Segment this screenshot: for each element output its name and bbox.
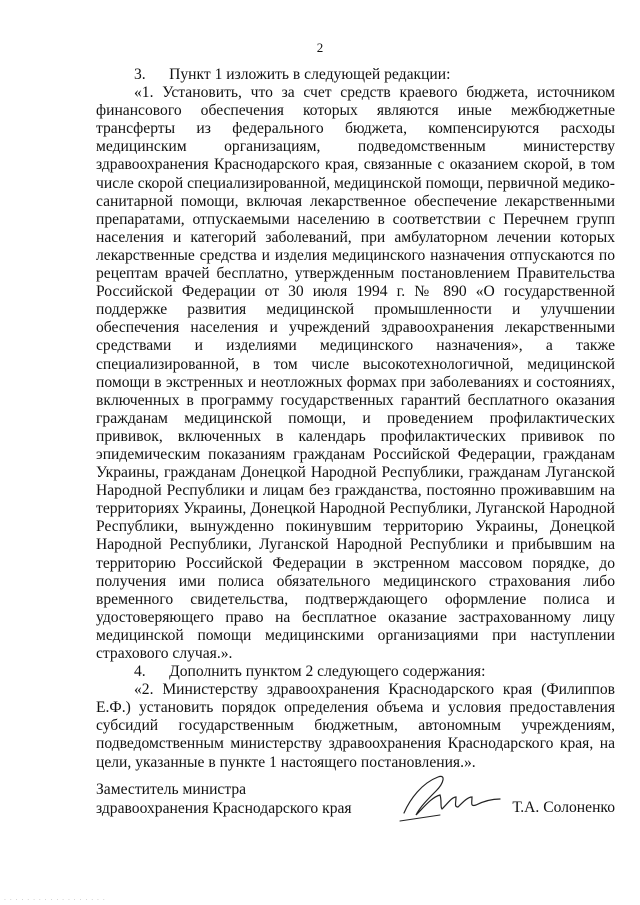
paragraph-amendment-1: «1. Установить, что за счет средств краевого бюджета, источником финансового обеспечения которых являются иные межбюджетные трансферты из федерального бюджета, компенсируются расходы медицинским организациям, подведомственным министерству здравоохранения Краснодарского края, связанные с оказанием скорой, в том числе скорой специализированной, медицинской помощи, первичной медико-санитарной помощи, включая лекарственное обеспечение лекарственными препаратами, отпускаемыми населению в соответствии с Перечнем групп населения и категорий заболеваний, при амбулаторном лечении которых лекарственные средства и изделия медицинского назначения отпускаются по рецептам врачей бесплатно, утвержденным постановлением Правительства Российской Федерации от 30 июля 1994 г. № 890 «О государственной поддержке развития медицинской промышленности и улучшении обеспечения населения и учреждений здравоохранения лекарственными средствами и изделиями медицинского назначения», а также специализированной, в том числе высокотехнологичной, медицинской помощи в экстренных и неотложных формах при заболеваниях и состояниях, включенных в программу государственных гарантий бесплатного оказания гражданам медицинской помощи, и проведением профилактических прививок, включенных в календарь профилактических прививок по эпидемическим показаниям гражданам Российской Федерации, гражданам Украины, гражданам Донецкой Народной Республики, гражданам Луганской Народной Республики и лицам без гражданства, постоянно проживавшим на территориях Украины, Донецкой Народной Республики, Луганской Народной Республики, вынужденно покинувшим территорию Украины, Донецкой Народной Республики, Луганской Народной Республики и прибывшим на территорию Российской Федерации в экстренном массовом порядке, до получения ими полиса обязательного медицинского страхования либо временного свидетельства, подтверждающего оформление полиса и удостоверяющего право на бесплатное оказание застрахованному лицу медицинской помощи медицинскими организациями при наступлении страхового случая.». xyxy=(96,84,615,662)
paragraph-amendment-2: «2. Министерству здравоохранения Краснодарского края (Филиппов Е.Ф.) установить порядок определения объема и условия предоставления субсидий государственным бюджетным, автономным учреждениям, подведомственным министерству здравоохранения Краснодарского края, на цели, указанные в пункте 1 настоящего постановления.». xyxy=(96,681,615,771)
signatory-name: Т.А. Солоненко xyxy=(512,799,615,816)
page-number: 2 xyxy=(316,40,324,55)
handwritten-signature xyxy=(396,769,506,829)
signatory-position-line-1: Заместитель министра xyxy=(96,781,247,798)
signatory-position xyxy=(96,781,352,818)
footer-scan-mark: · · · · · · · · · · · · · · · · · · xyxy=(4,897,106,904)
paragraph-item-4: 4. Дополнить пунктом 2 следующего содержания: xyxy=(134,663,486,681)
document-body xyxy=(96,66,615,772)
paragraph-item-3: 3. Пункт 1 изложить в следующей редакции: xyxy=(134,66,451,83)
signatory-position-line-2: здравоохранения Краснодарского края xyxy=(96,799,352,817)
